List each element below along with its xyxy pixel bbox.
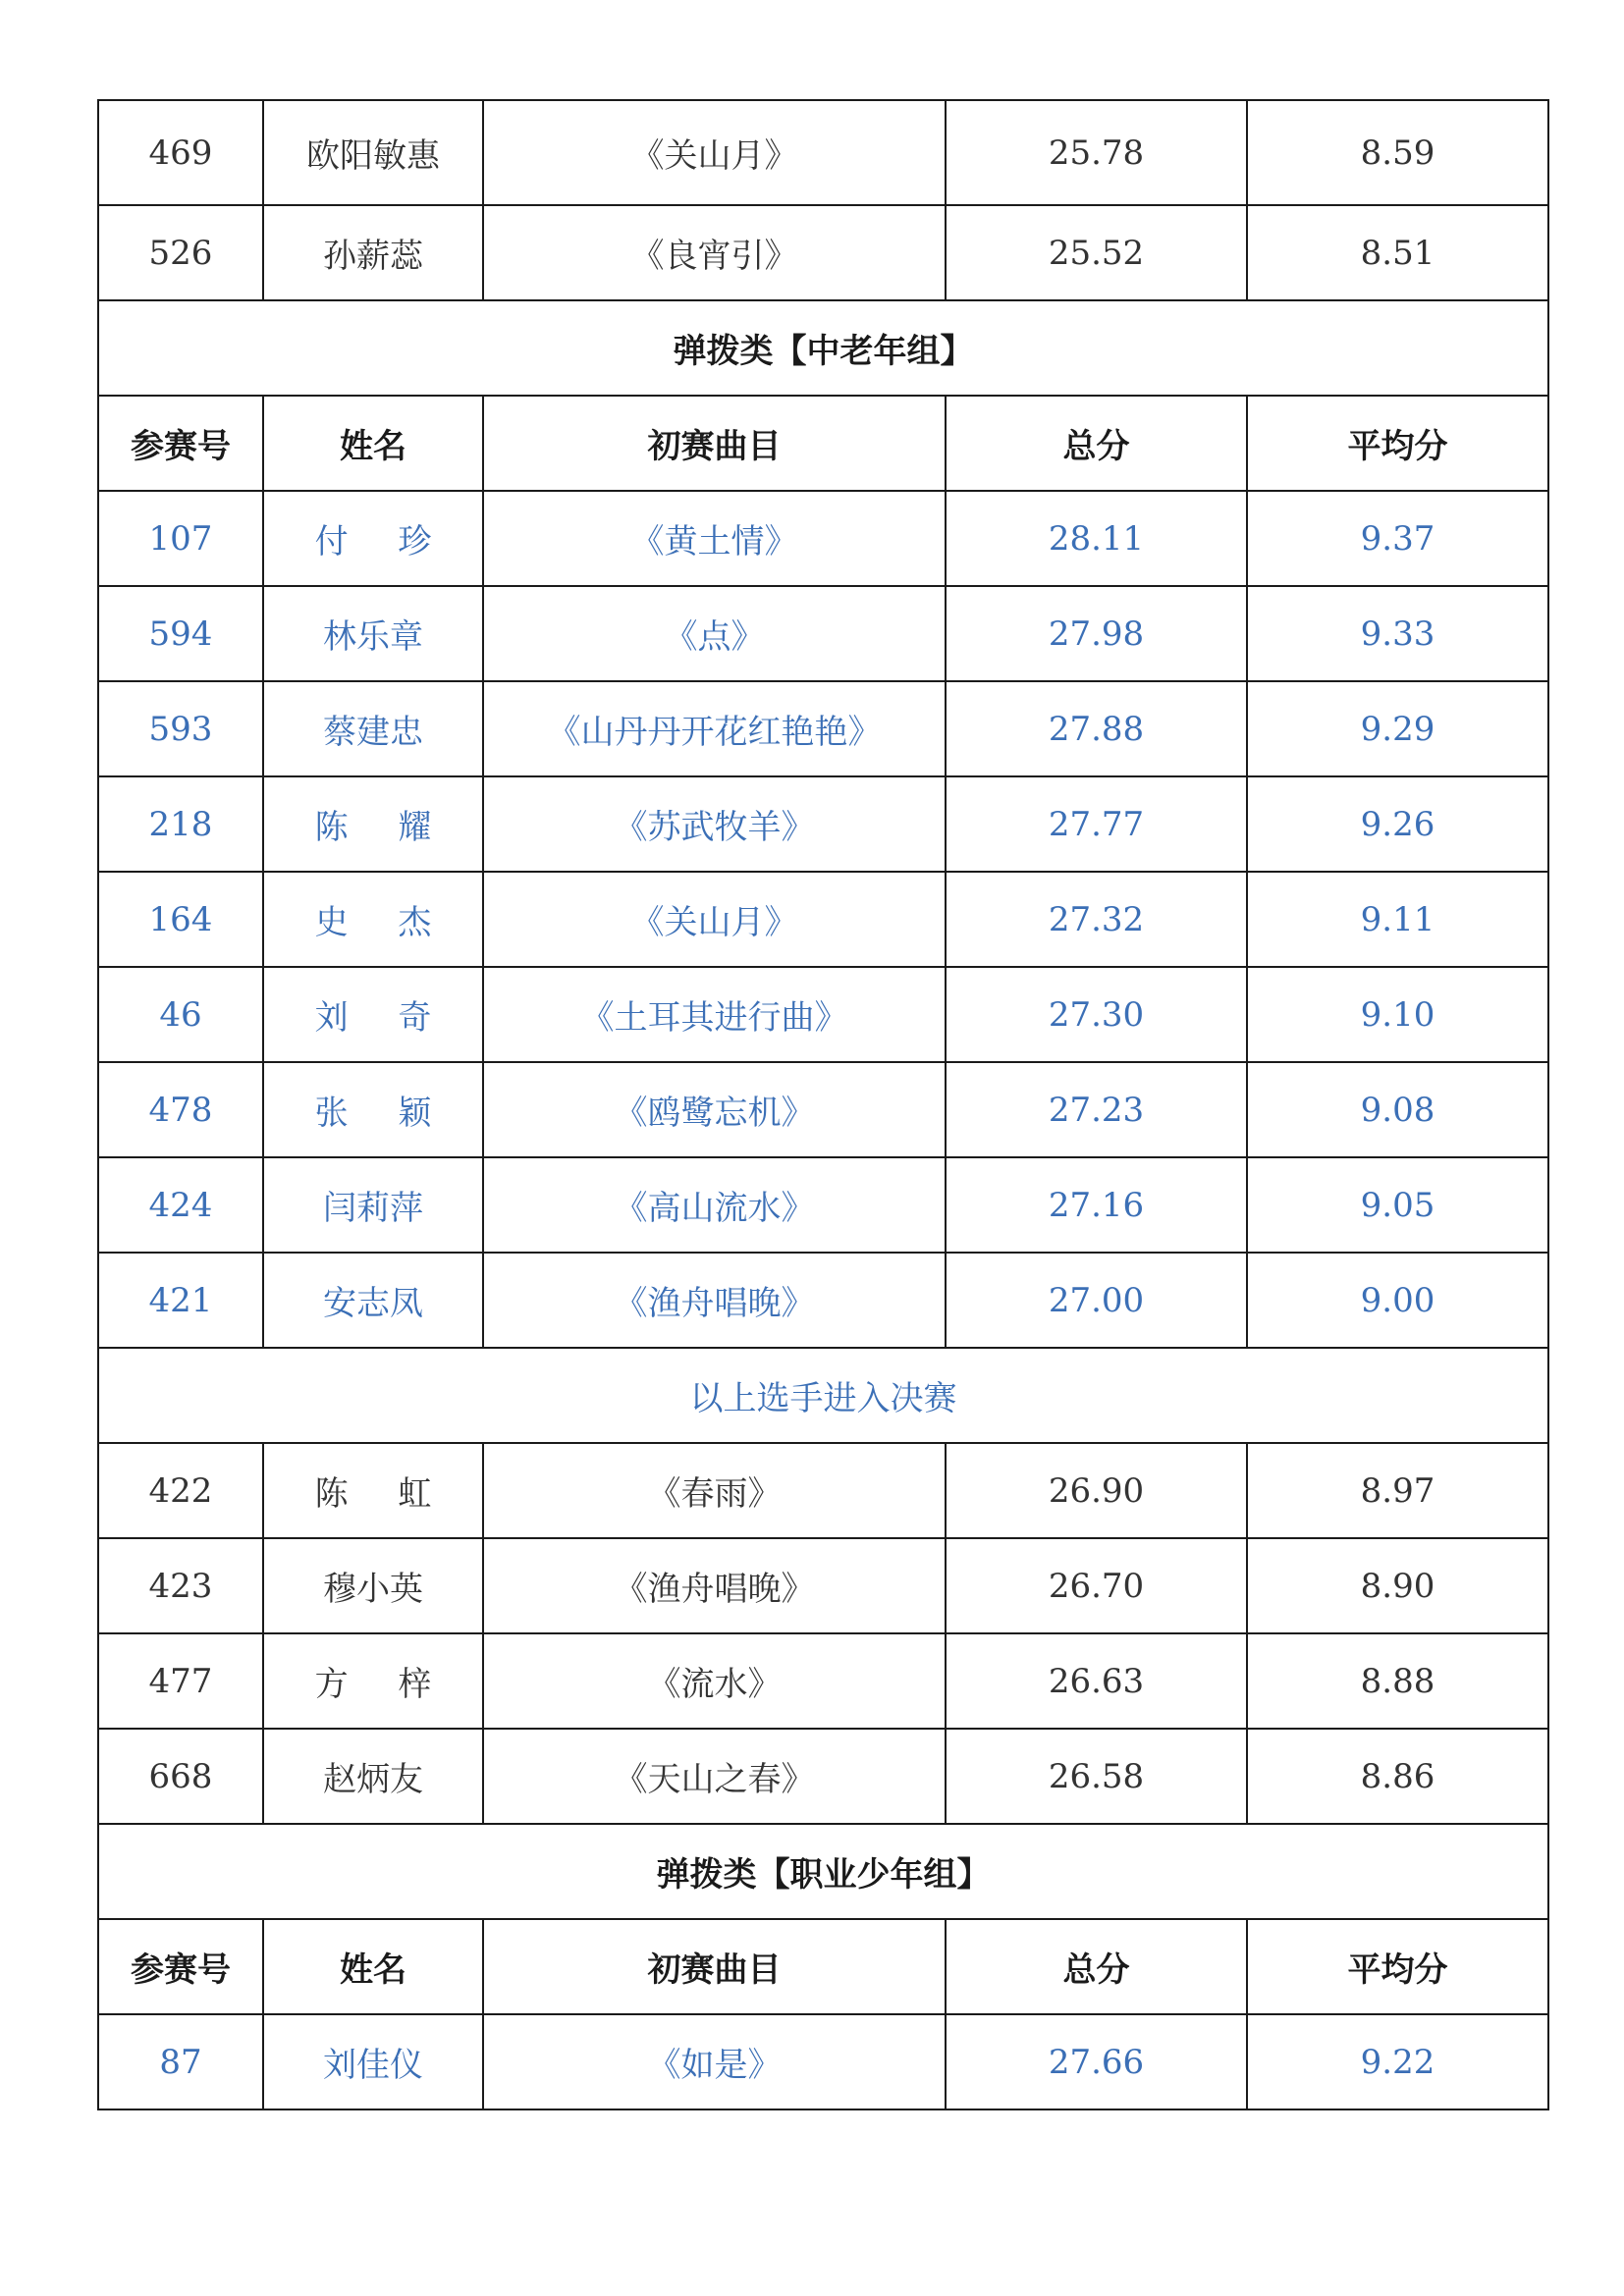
header-id: 参赛号 (98, 396, 263, 491)
entry-id: 526 (98, 205, 263, 300)
total-score: 25.78 (946, 100, 1247, 205)
total-score: 27.66 (946, 2014, 1247, 2109)
contestant-name: 陈 虹 (263, 1443, 483, 1538)
average-score: 9.37 (1247, 491, 1548, 586)
finalist-notice-row (98, 1348, 1548, 1443)
average-score: 8.86 (1247, 1729, 1548, 1824)
finalist-notice: 以上选手进入决赛 (98, 1348, 1548, 1443)
entry-id: 422 (98, 1443, 263, 1538)
entry-id: 218 (98, 776, 263, 872)
header-id: 参赛号 (98, 1919, 263, 2014)
contestant-name: 欧阳敏惠 (263, 100, 483, 205)
entry-id: 423 (98, 1538, 263, 1633)
table-row (98, 1443, 1548, 1538)
total-score: 25.52 (946, 205, 1247, 300)
average-score: 9.29 (1247, 681, 1548, 776)
entry-id: 46 (98, 967, 263, 1062)
total-score: 28.11 (946, 491, 1247, 586)
contestant-name: 蔡建忠 (263, 681, 483, 776)
header-name: 姓名 (263, 1919, 483, 2014)
contestant-name: 史 杰 (263, 872, 483, 967)
table-row (98, 1729, 1548, 1824)
piece-title: 《鸥鹭忘机》 (483, 1062, 946, 1157)
average-score: 8.90 (1247, 1538, 1548, 1633)
total-score: 26.58 (946, 1729, 1247, 1824)
header-piece: 初赛曲目 (483, 1919, 946, 2014)
section-title: 弹拨类【中老年组】 (98, 300, 1548, 396)
piece-title: 《苏武牧羊》 (483, 776, 946, 872)
contestant-name: 安志凤 (263, 1253, 483, 1348)
header-row (98, 396, 1548, 491)
header-avg: 平均分 (1247, 396, 1548, 491)
average-score: 9.22 (1247, 2014, 1548, 2109)
section-title-row (98, 300, 1548, 396)
table-row (98, 967, 1548, 1062)
average-score: 9.10 (1247, 967, 1548, 1062)
total-score: 27.98 (946, 586, 1247, 681)
entry-id: 107 (98, 491, 263, 586)
average-score: 9.33 (1247, 586, 1548, 681)
header-total: 总分 (946, 396, 1247, 491)
table-row (98, 1253, 1548, 1348)
average-score: 8.51 (1247, 205, 1548, 300)
piece-title: 《高山流水》 (483, 1157, 946, 1253)
table-row (98, 1633, 1548, 1729)
table-row (98, 1062, 1548, 1157)
entry-id: 164 (98, 872, 263, 967)
contestant-name: 张 颖 (263, 1062, 483, 1157)
piece-title: 《流水》 (483, 1633, 946, 1729)
piece-title: 《渔舟唱晚》 (483, 1538, 946, 1633)
average-score: 9.26 (1247, 776, 1548, 872)
contestant-name: 穆小英 (263, 1538, 483, 1633)
average-score: 9.11 (1247, 872, 1548, 967)
entry-id: 87 (98, 2014, 263, 2109)
piece-title: 《关山月》 (483, 100, 946, 205)
piece-title: 《渔舟唱晚》 (483, 1253, 946, 1348)
average-score: 9.05 (1247, 1157, 1548, 1253)
piece-title: 《春雨》 (483, 1443, 946, 1538)
table-row (98, 1157, 1548, 1253)
average-score: 8.59 (1247, 100, 1548, 205)
piece-title: 《黄土情》 (483, 491, 946, 586)
table-row (98, 1538, 1548, 1633)
table-row (98, 776, 1548, 872)
contestant-name: 付 珍 (263, 491, 483, 586)
average-score: 9.00 (1247, 1253, 1548, 1348)
entry-id: 593 (98, 681, 263, 776)
entry-id: 478 (98, 1062, 263, 1157)
entry-id: 668 (98, 1729, 263, 1824)
piece-title: 《土耳其进行曲》 (483, 967, 946, 1062)
piece-title: 《如是》 (483, 2014, 946, 2109)
entry-id: 421 (98, 1253, 263, 1348)
piece-title: 《良宵引》 (483, 205, 946, 300)
contestant-name: 赵炳友 (263, 1729, 483, 1824)
header-avg: 平均分 (1247, 1919, 1548, 2014)
piece-title: 《天山之春》 (483, 1729, 946, 1824)
total-score: 27.16 (946, 1157, 1247, 1253)
contestant-name: 刘 奇 (263, 967, 483, 1062)
total-score: 27.77 (946, 776, 1247, 872)
table-row (98, 872, 1548, 967)
average-score: 9.08 (1247, 1062, 1548, 1157)
table-row (98, 100, 1548, 205)
table-row (98, 2014, 1548, 2109)
average-score: 8.97 (1247, 1443, 1548, 1538)
total-score: 26.63 (946, 1633, 1247, 1729)
table-row (98, 681, 1548, 776)
entry-id: 469 (98, 100, 263, 205)
entry-id: 594 (98, 586, 263, 681)
total-score: 27.32 (946, 872, 1247, 967)
entry-id: 477 (98, 1633, 263, 1729)
header-name: 姓名 (263, 396, 483, 491)
entry-id: 424 (98, 1157, 263, 1253)
piece-title: 《点》 (483, 586, 946, 681)
header-piece: 初赛曲目 (483, 396, 946, 491)
header-total: 总分 (946, 1919, 1247, 2014)
section-title-row (98, 1824, 1548, 1919)
piece-title: 《山丹丹开花红艳艳》 (483, 681, 946, 776)
total-score: 27.23 (946, 1062, 1247, 1157)
piece-title: 《关山月》 (483, 872, 946, 967)
table-row (98, 586, 1548, 681)
contestant-name: 林乐章 (263, 586, 483, 681)
total-score: 27.88 (946, 681, 1247, 776)
contestant-name: 闫莉萍 (263, 1157, 483, 1253)
total-score: 26.70 (946, 1538, 1247, 1633)
results-table (97, 99, 1549, 2110)
table-row (98, 491, 1548, 586)
header-row (98, 1919, 1548, 2014)
contestant-name: 陈 耀 (263, 776, 483, 872)
total-score: 26.90 (946, 1443, 1247, 1538)
contestant-name: 方 梓 (263, 1633, 483, 1729)
total-score: 27.30 (946, 967, 1247, 1062)
section-title: 弹拨类【职业少年组】 (98, 1824, 1548, 1919)
total-score: 27.00 (946, 1253, 1247, 1348)
table-row (98, 205, 1548, 300)
contestant-name: 刘佳仪 (263, 2014, 483, 2109)
contestant-name: 孙薪蕊 (263, 205, 483, 300)
average-score: 8.88 (1247, 1633, 1548, 1729)
